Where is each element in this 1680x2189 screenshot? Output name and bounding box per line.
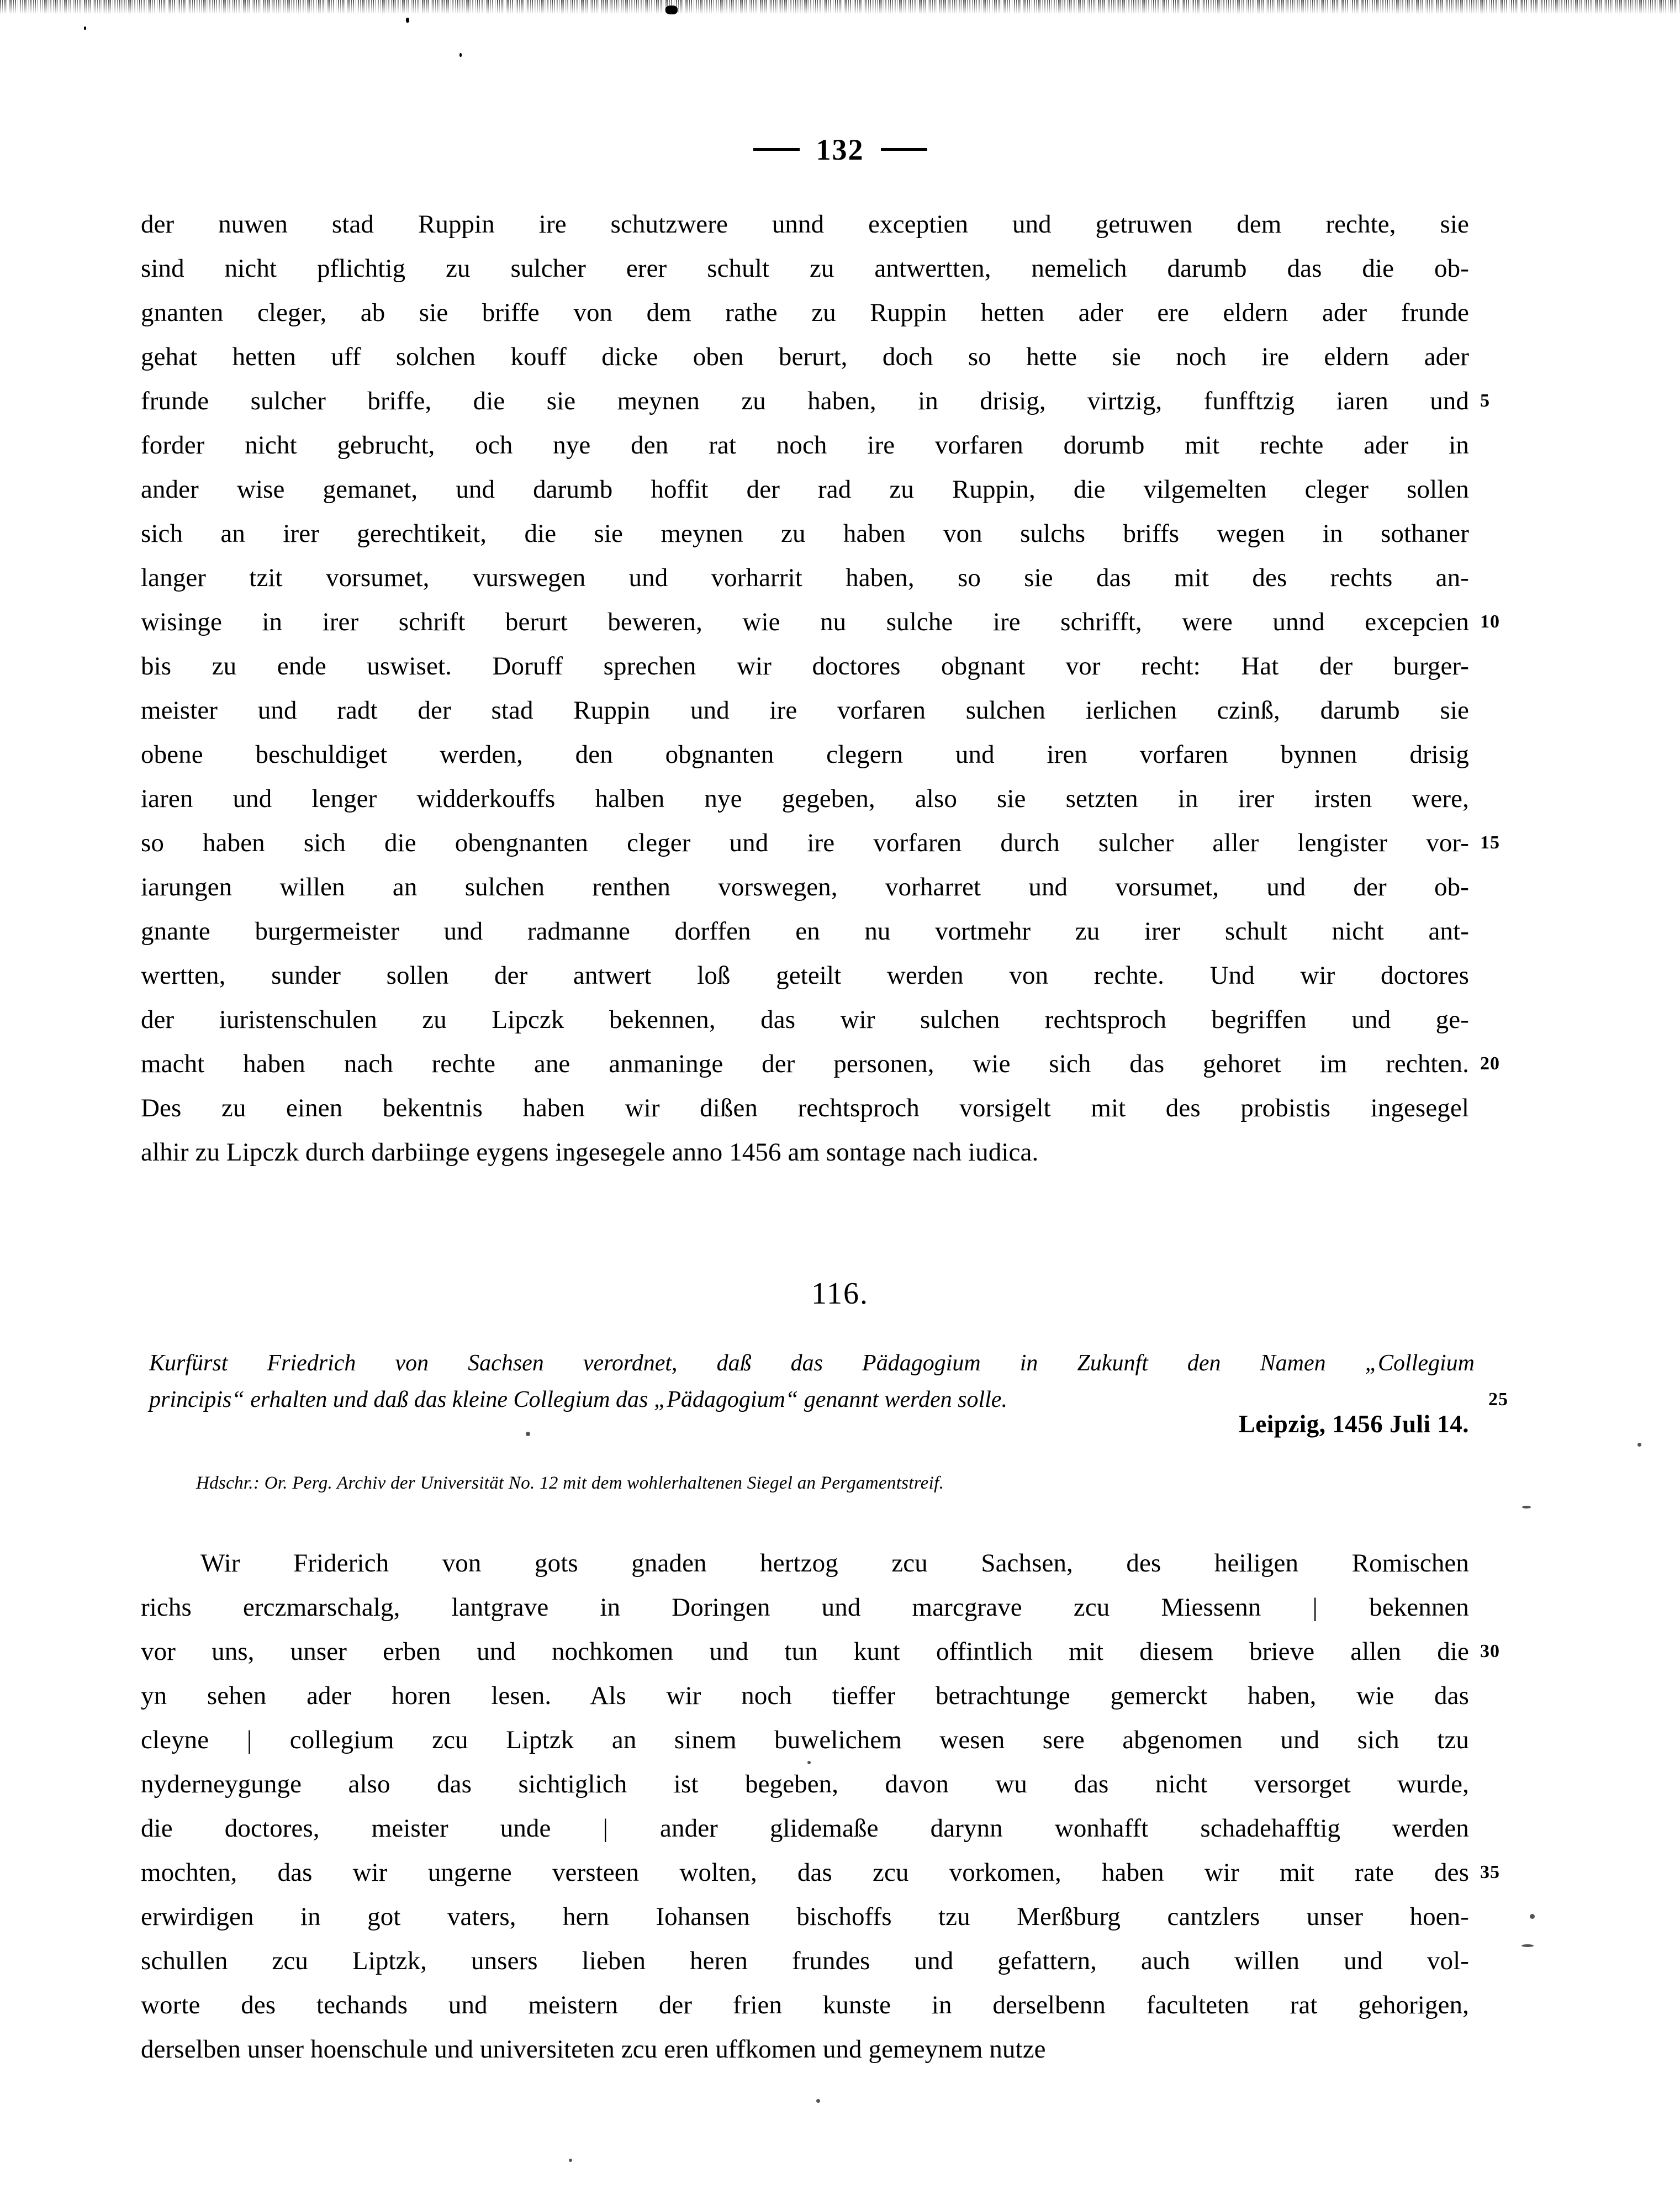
document-116-regest bbox=[149, 1345, 1508, 1418]
line-text: sind nicht pflichtig zu sulcher erer schult zu antwertten, nemelich darumb das die ob- bbox=[141, 254, 1469, 283]
document-115-line bbox=[141, 335, 1469, 379]
document-116-line bbox=[141, 1762, 1469, 1806]
line-text: erwirdigen in got vaters, hern Iohansen bischoffs tzu Merßburg cantzlers unser hoen- bbox=[141, 1902, 1469, 1931]
document-116-line bbox=[141, 1806, 1469, 1850]
page-dust bbox=[1637, 1443, 1641, 1447]
page-dust bbox=[807, 1761, 811, 1764]
line-text: der iuristenschulen zu Lipczk bekennen, das wir sulchen rechtsproch begriffen und ge- bbox=[141, 1005, 1469, 1034]
document-115-line bbox=[141, 1130, 1469, 1174]
document-116-line bbox=[141, 1629, 1500, 1674]
line-text: macht haben nach rechte ane anmaninge der personen, wie sich das gehoret im rechten. bbox=[141, 1049, 1469, 1078]
line-text: vor uns, unser erben und nochkomen und tun kunt offintlich mit diesem brieve allen die bbox=[141, 1637, 1469, 1666]
document-116-line bbox=[141, 1939, 1469, 1983]
line-text: worte des techands und meistern der frien kunste in derselbenn faculteten rat gehorigen, bbox=[141, 1991, 1469, 2019]
document-116-line bbox=[141, 1674, 1469, 1718]
line-number-marker: 30 bbox=[1480, 1641, 1500, 1661]
document-115-line bbox=[141, 202, 1469, 246]
document-116-line bbox=[141, 1850, 1500, 1895]
scan-speck bbox=[459, 53, 462, 57]
document-115-line bbox=[141, 998, 1469, 1042]
line-text: langer tzit vorsumet, vurswegen und vorharrit haben, so sie das mit des rechts an- bbox=[141, 563, 1469, 592]
line-text: Kurfürst Friedrich von Sachsen verordnet, daß das Pädagogium in Zukunft den Namen „Collegium bbox=[149, 1351, 1475, 1376]
manuscript-source-note: Hdschr.: Or. Perg. Archiv der Universität No. 12 mit dem wohlerhaltenen Siegel an Pergamentstreif. bbox=[196, 1473, 944, 1493]
line-text: frunde sulcher briffe, die sie meynen zu haben, in drisig, virtzig, funfftzig iaren und bbox=[141, 387, 1469, 415]
document-116-line bbox=[141, 1895, 1469, 1939]
document-115-line bbox=[141, 644, 1469, 688]
line-text: principis“ erhalten und daß das kleine Collegium das „Pädagogium“ genannt werden solle. bbox=[149, 1387, 1007, 1412]
scan-speck bbox=[665, 6, 678, 14]
page-dust bbox=[526, 1432, 530, 1436]
line-text: so haben sich die obengnanten cleger und ire vorfaren durch sulcher aller lengister vor- bbox=[141, 829, 1469, 857]
document-115-line bbox=[141, 423, 1469, 467]
line-number-marker: 15 bbox=[1480, 832, 1500, 853]
scan-edge-noise bbox=[0, 0, 1680, 14]
scan-speck bbox=[84, 27, 86, 30]
line-text: Wir Friderich von gots gnaden hertzog zcu Sachsen, des heiligen Romischen bbox=[200, 1549, 1469, 1578]
page-number: 132 bbox=[816, 133, 864, 166]
line-text: forder nicht gebrucht, och nye den rat noch ire vorfaren dorumb mit rechte ader in bbox=[141, 431, 1469, 460]
line-text: obene beschuldiget werden, den obgnanten clegern und iren vorfaren bynnen drisig bbox=[141, 740, 1469, 769]
document-115-line bbox=[141, 511, 1469, 556]
document-115-line bbox=[141, 379, 1490, 423]
document-115-line bbox=[141, 865, 1469, 909]
document-116-line bbox=[141, 1983, 1469, 2027]
running-head bbox=[0, 133, 1680, 167]
line-number-marker: 10 bbox=[1480, 611, 1500, 632]
document-115-line bbox=[141, 556, 1469, 600]
page-dust bbox=[1530, 1914, 1535, 1919]
document-115-line bbox=[141, 600, 1500, 644]
line-text: nyderneygunge also das sichtiglich ist begeben, davon wu das nicht versorget wurde, bbox=[141, 1770, 1469, 1798]
line-text: mochten, das wir ungerne versteen wolten, das zcu vorkomen, haben wir mit rate des bbox=[141, 1858, 1469, 1887]
line-text: yn sehen ader horen lesen. Als wir noch tieffer betrachtunge gemerckt haben, wie das bbox=[141, 1681, 1469, 1710]
line-text: iarungen willen an sulchen renthen vorswegen, vorharret und vorsumet, und der ob- bbox=[141, 873, 1469, 901]
page-dust bbox=[1522, 1506, 1531, 1508]
line-text: die doctores, meister unde | ander glidemaße darynn wonhafft schadehafftig werden bbox=[141, 1814, 1469, 1843]
line-text: meister und radt der stad Ruppin und ire vorfaren sulchen ierlichen czinß, darumb sie bbox=[141, 696, 1469, 725]
line-text: derselben unser hoenschule und universiteten zcu eren uffkomen und gemeynem nutze bbox=[141, 2035, 1046, 2064]
document-115-line bbox=[141, 688, 1469, 732]
document-116-line bbox=[141, 1718, 1469, 1762]
line-text: gehat hetten uff solchen kouff dicke oben berurt, doch so hette sie noch ire eldern ader bbox=[141, 342, 1469, 371]
line-number-marker: 20 bbox=[1480, 1053, 1500, 1074]
regest-line bbox=[149, 1345, 1475, 1381]
line-text: ander wise gemanet, und darumb hoffit der rad zu Ruppin, die vilgemelten cleger sollen bbox=[141, 475, 1469, 504]
document-115-line bbox=[141, 953, 1469, 998]
document-115-line bbox=[141, 777, 1469, 821]
document-115-line bbox=[141, 1042, 1500, 1086]
page-dust bbox=[1521, 1944, 1534, 1947]
line-text: der nuwen stad Ruppin ire schutzwere unnd exceptien und getruwen dem rechte, sie bbox=[141, 210, 1469, 239]
document-116-dateline: Leipzig, 1456 Juli 14. bbox=[1238, 1410, 1469, 1438]
document-115-line bbox=[141, 909, 1469, 953]
document-115-line bbox=[141, 246, 1469, 291]
section-number: 116. bbox=[811, 1277, 869, 1311]
line-text: sich an irer gerechtikeit, die sie meynen zu haben von sulchs briffs wegen in sothaner bbox=[141, 519, 1469, 548]
line-text: gnanten cleger, ab sie briffe von dem rathe zu Ruppin hetten ader ere eldern ader frunde bbox=[141, 298, 1469, 327]
rule-left-icon bbox=[753, 148, 800, 151]
document-116-line bbox=[141, 2027, 1469, 2071]
line-text: wisinge in irer schrift berurt beweren, wie nu sulche ire schrifft, were unnd excepcien bbox=[141, 608, 1469, 636]
line-text: gnante burgermeister und radmanne dorffen en nu vortmehr zu irer schult nicht ant- bbox=[141, 917, 1469, 946]
scan-speck bbox=[406, 18, 409, 23]
document-116-line bbox=[141, 1541, 1469, 1585]
document-115-line bbox=[141, 821, 1500, 865]
document-115-text-block bbox=[141, 202, 1500, 1174]
document-115-line bbox=[141, 467, 1469, 511]
line-text: richs erczmarschalg, lantgrave in Doringen und marcgrave zcu Miessenn | bekennen bbox=[141, 1593, 1469, 1622]
line-text: Des zu einen bekentnis haben wir dißen rechtsproch vorsigelt mit des probistis ingesegel bbox=[141, 1094, 1469, 1122]
line-number-marker: 5 bbox=[1480, 391, 1490, 411]
line-text: wertten, sunder sollen der antwert loß geteilt werden von rechte. Und wir doctores bbox=[141, 961, 1469, 990]
line-text: cleyne | collegium zcu Liptzk an sinem buwelichem wesen sere abgenomen und sich tzu bbox=[141, 1726, 1469, 1754]
line-number-marker: 35 bbox=[1480, 1862, 1500, 1882]
line-text: iaren und lenger widderkouffs halben nye gegeben, also sie setzten in irer irsten were, bbox=[141, 784, 1469, 813]
document-116-text-block bbox=[141, 1541, 1500, 2071]
document-115-line bbox=[141, 291, 1469, 335]
document-115-line bbox=[141, 732, 1469, 777]
line-text: alhir zu Lipczk durch darbiinge eygens ingesegele anno 1456 am sontage nach iudica. bbox=[141, 1138, 1039, 1167]
document-116-line bbox=[141, 1585, 1469, 1629]
page-dust bbox=[569, 2159, 572, 2162]
line-number-marker: 25 bbox=[1488, 1389, 1508, 1410]
line-text: schullen zcu Liptzk, unsers lieben heren frundes und gefattern, auch willen und vol- bbox=[141, 1947, 1469, 1975]
page-dust bbox=[816, 2099, 820, 2103]
document-115-line bbox=[141, 1086, 1469, 1130]
rule-right-icon bbox=[881, 148, 927, 151]
line-text: bis zu ende uswiset. Doruff sprechen wir doctores obgnant vor recht: Hat der burger- bbox=[141, 652, 1469, 681]
